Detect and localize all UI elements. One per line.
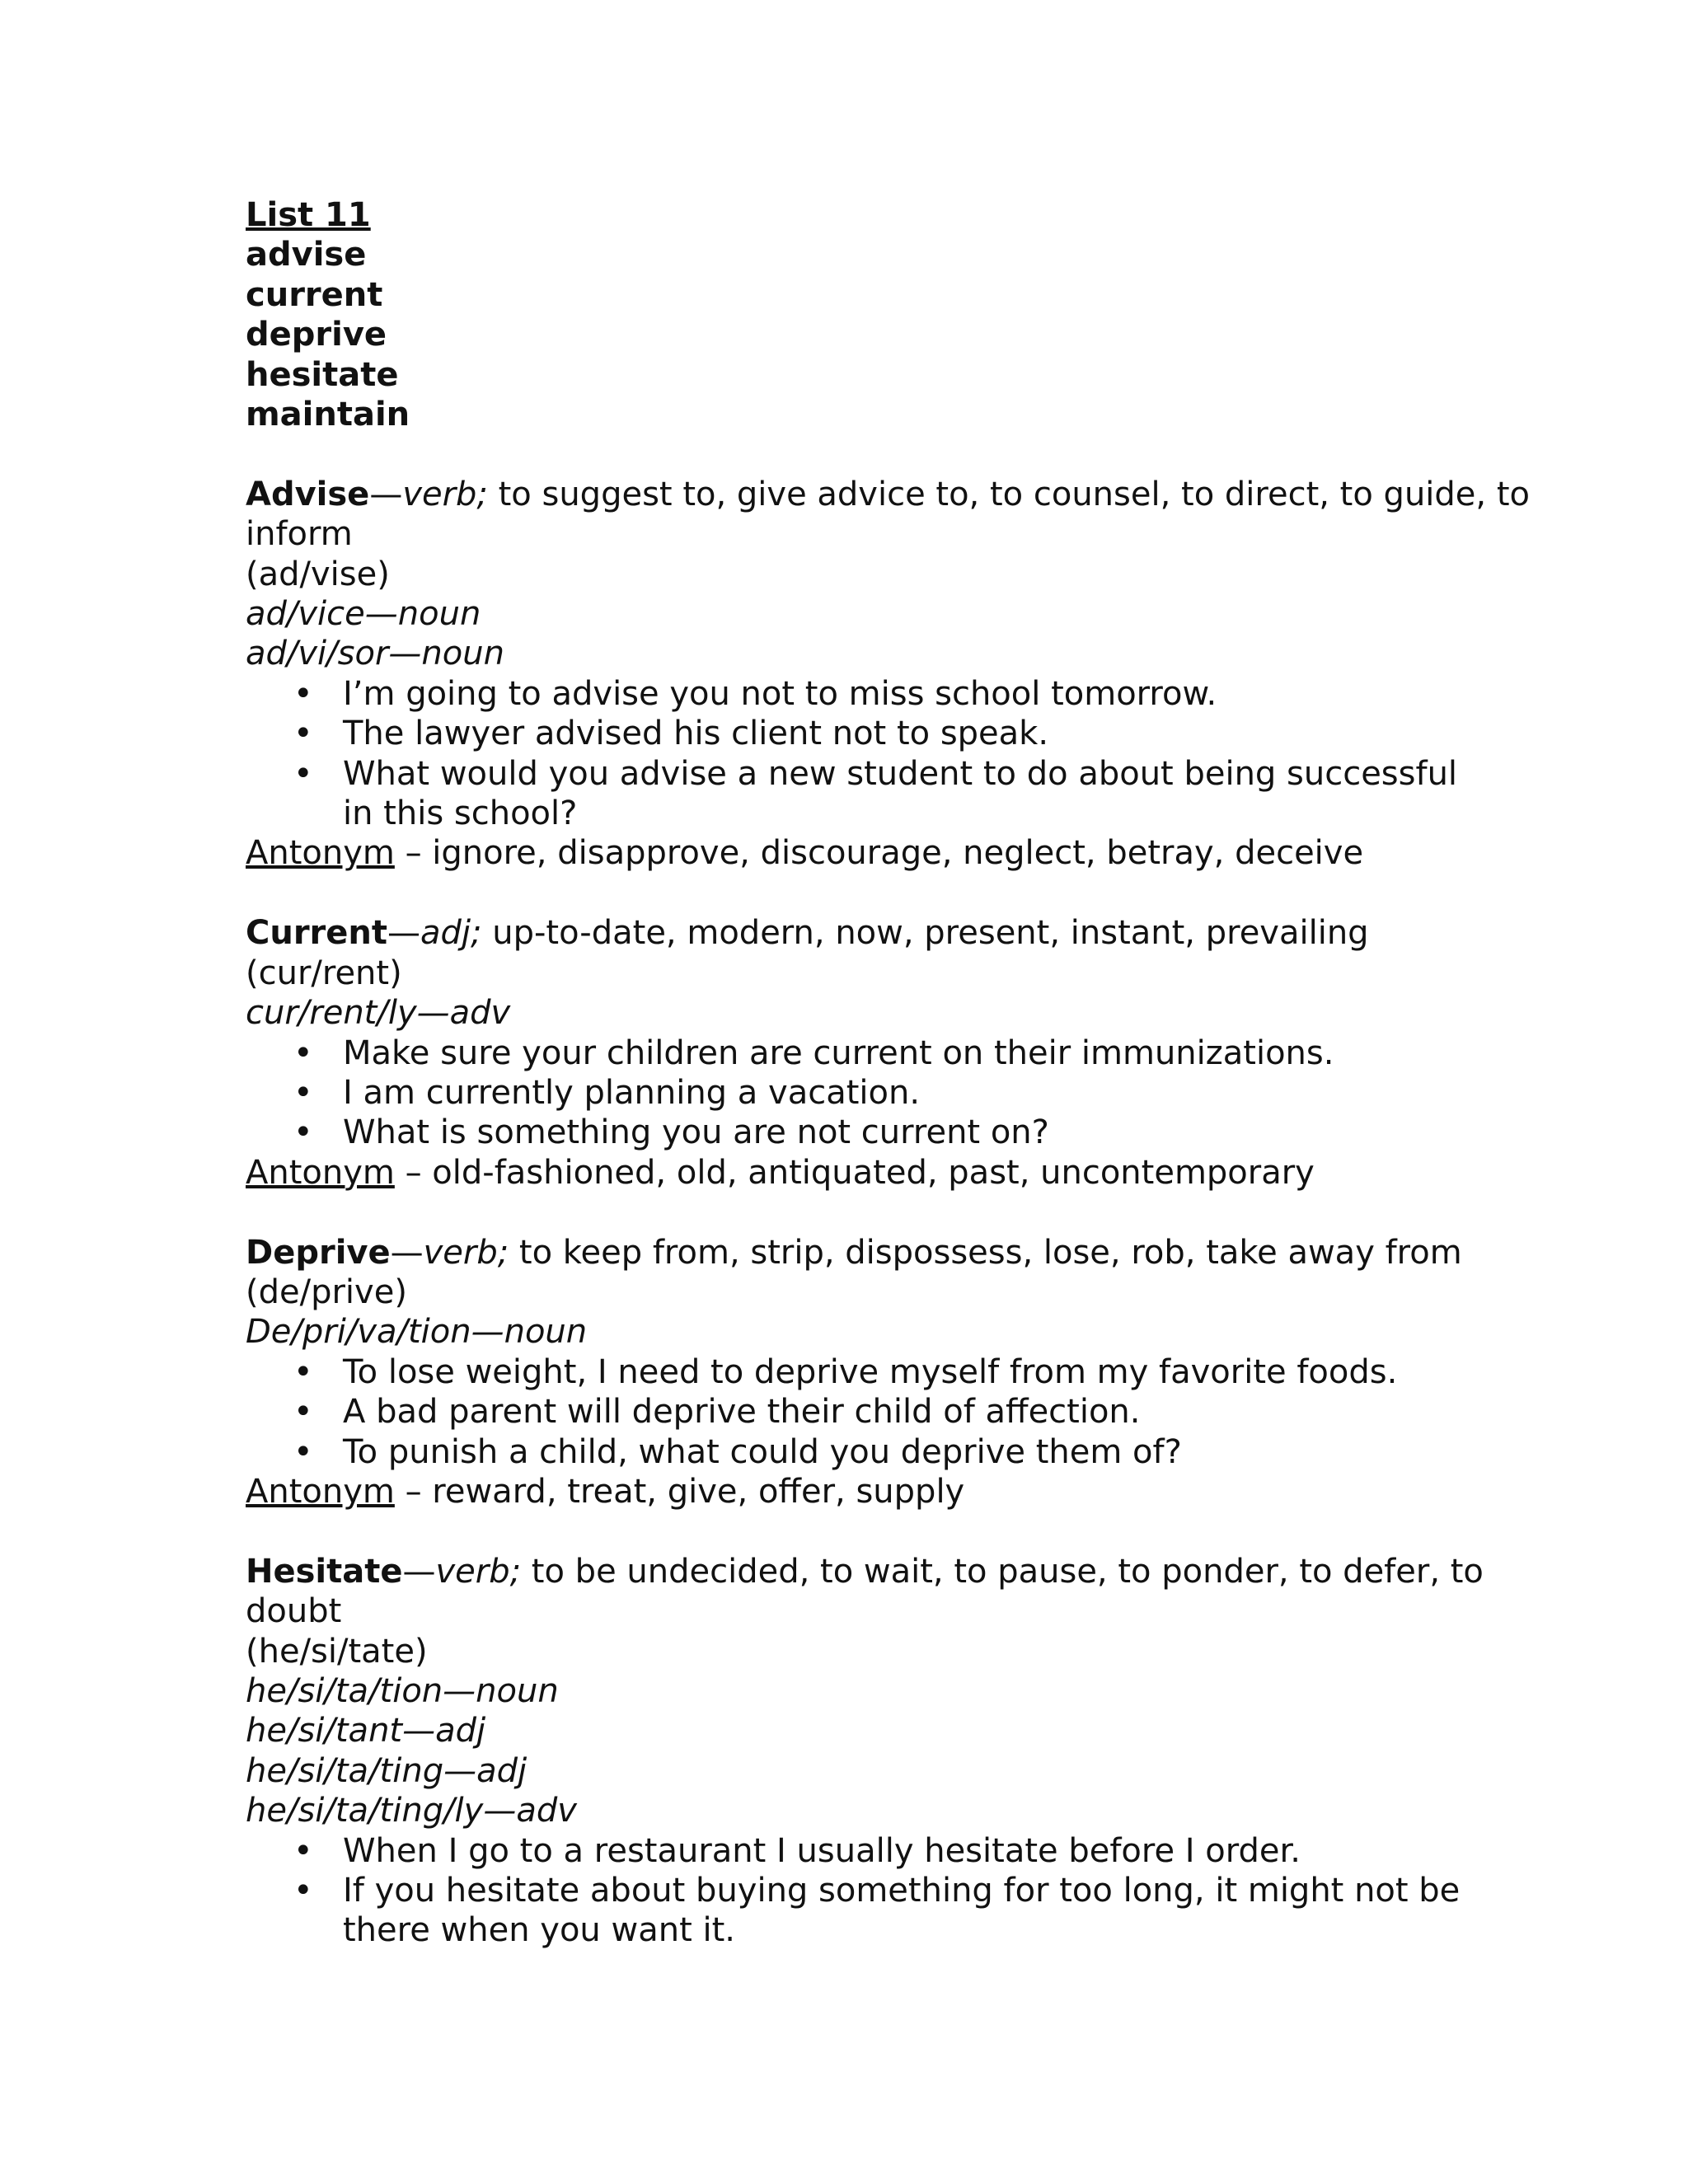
word-form: De/pri/va/tion—noun <box>246 1313 588 1352</box>
example-list <box>246 674 1458 834</box>
entry-word: Hesitate <box>246 1552 403 1591</box>
list-word: advise <box>246 236 367 274</box>
example-item <box>246 1432 1480 1472</box>
entry-definition: to keep from, strip, dispossess, lose, rob, take away from <box>509 1233 1462 1272</box>
entry-definition-continued: doubt <box>246 1592 342 1631</box>
example-text: A bad parent will deprive their child of affection. <box>343 1393 1141 1432</box>
entry-headline <box>246 475 1530 514</box>
entry-definition: to suggest to, give advice to, to counsel, to direct, to guide, to <box>487 475 1530 513</box>
document-page <box>246 195 1530 1951</box>
entry-definition: up-to-date, modern, now, present, instant, prevailing <box>481 914 1369 953</box>
example-list <box>246 1831 1461 1951</box>
antonym-list: – ignore, disapprove, discourage, neglect, betray, deceive <box>394 834 1364 873</box>
word-form: ad/vice—noun <box>246 595 481 634</box>
entry-word: Advise <box>246 475 370 513</box>
word-form: he/si/tant—adj <box>246 1712 486 1750</box>
antonym-line <box>246 1153 1449 1193</box>
entry-syllables: (de/prive) <box>246 1272 407 1311</box>
bullet-icon: • <box>293 715 313 753</box>
bullet-icon: • <box>293 1432 313 1471</box>
bullet-icon: • <box>293 1073 313 1112</box>
example-item <box>246 1033 1480 1073</box>
bullet-icon: • <box>293 1872 313 1910</box>
word-form: ad/vi/sor—noun <box>246 635 504 673</box>
entry-dash: — <box>402 1552 436 1591</box>
entry-headline <box>246 1233 1462 1272</box>
example-item <box>246 1352 1480 1392</box>
part-of-speech: adj; <box>420 914 482 953</box>
example-text: When I go to a restaurant I usually hesitate before I order. <box>343 1831 1301 1870</box>
bullet-icon: • <box>293 1033 313 1072</box>
example-text: To punish a child, what could you deprive them of? <box>343 1432 1182 1471</box>
word-form: he/si/ta/ting—adj <box>246 1751 528 1790</box>
entry-headline <box>246 913 1449 953</box>
example-item <box>246 674 1480 714</box>
antonym-label: Antonym <box>246 1472 395 1511</box>
entry-syllables: (cur/rent) <box>246 954 402 992</box>
entry-syllables: (he/si/tate) <box>246 1632 428 1671</box>
example-list <box>246 1033 1449 1153</box>
example-item <box>246 1831 1480 1871</box>
list-word: maintain <box>246 396 410 434</box>
bullet-icon: • <box>293 754 313 793</box>
entry-word: Current <box>246 914 388 953</box>
example-item <box>246 1871 1480 1951</box>
entry-definition: to be undecided, to wait, to pause, to ponder, to defer, to <box>521 1552 1484 1591</box>
list-title: List 11 <box>246 196 371 234</box>
bullet-icon: • <box>293 1393 313 1432</box>
entry-current <box>246 913 1449 1193</box>
example-item <box>246 1073 1480 1113</box>
example-text: I am currently planning a vacation. <box>343 1073 921 1112</box>
entry-advise <box>246 475 1530 874</box>
antonym-line <box>246 1472 1449 1511</box>
word-form: he/si/ta/ting/ly—adv <box>246 1792 577 1830</box>
word-form: cur/rent/ly—adv <box>246 994 511 1033</box>
list-word: hesitate <box>246 355 399 394</box>
entry-definition-continued: inform <box>246 515 353 554</box>
entry-hesitate <box>246 1552 1484 1951</box>
antonym-list: – reward, treat, give, offer, supply <box>394 1472 965 1511</box>
bullet-icon: • <box>293 674 313 713</box>
entry-dash: — <box>369 475 403 513</box>
list-word: deprive <box>246 316 387 354</box>
part-of-speech: verb; <box>423 1233 509 1272</box>
part-of-speech: verb; <box>402 475 488 513</box>
example-item <box>246 1113 1480 1152</box>
example-text: To lose weight, I need to deprive myself from my favorite foods. <box>343 1352 1398 1391</box>
example-text: I’m going to advise you not to miss school tomorrow. <box>343 674 1217 713</box>
entry-headline <box>246 1552 1484 1591</box>
example-text: If you hesitate about buying something for too long, it might not be there when you want it. <box>343 1872 1461 1950</box>
example-item <box>246 714 1480 753</box>
entry-word: Deprive <box>246 1233 391 1272</box>
bullet-icon: • <box>293 1113 313 1152</box>
list-word: current <box>246 275 383 314</box>
word-form: he/si/ta/tion—noun <box>246 1671 559 1710</box>
example-text: The lawyer advised his client not to speak. <box>343 715 1049 753</box>
antonym-label: Antonym <box>246 1153 395 1192</box>
antonym-line <box>246 833 1449 873</box>
example-text: What would you advise a new student to do about being successful in this school? <box>343 754 1458 833</box>
example-item <box>246 754 1480 834</box>
entry-dash: — <box>390 1233 424 1272</box>
bullet-icon: • <box>293 1831 313 1870</box>
entry-deprive <box>246 1233 1462 1512</box>
part-of-speech: verb; <box>435 1552 522 1591</box>
example-text: What is something you are not current on? <box>343 1113 1049 1152</box>
entry-dash: — <box>387 914 421 953</box>
antonym-label: Antonym <box>246 834 395 873</box>
example-list <box>246 1352 1449 1472</box>
example-text: Make sure your children are current on their immunizations. <box>343 1033 1334 1072</box>
antonym-list: – old-fashioned, old, antiquated, past, uncontemporary <box>394 1153 1315 1192</box>
entry-syllables: (ad/vise) <box>246 555 390 593</box>
example-item <box>246 1392 1480 1432</box>
bullet-icon: • <box>293 1352 313 1391</box>
